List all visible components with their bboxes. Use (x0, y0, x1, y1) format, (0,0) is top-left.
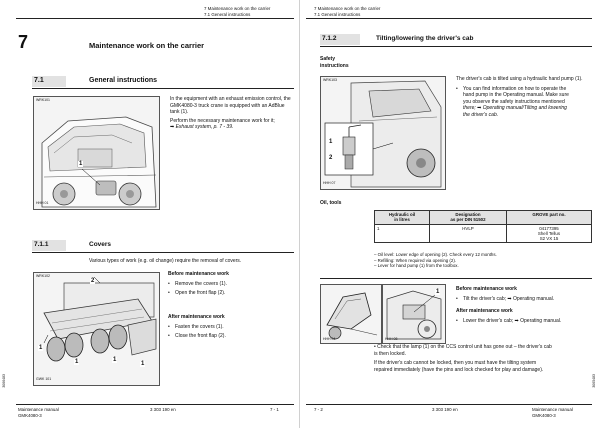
figure-code: HHH 08 (385, 337, 398, 341)
oil-note: – Oil level: Lower edge of opening (2). Check every 12 months. (374, 252, 497, 257)
figure-code: WRK102 (36, 274, 51, 278)
footer-model: GMK4080-3 (18, 412, 42, 418)
cab-tilted-illustration (321, 285, 381, 343)
intro-paragraph: In the equipment with an exhaust emission control, the GMK4080-3 truck crane is equipped with an AdBlue tank (1). (170, 96, 291, 116)
column-header: GROVE part no. (507, 211, 592, 225)
footer-manual-title: Maintenance manual (532, 407, 573, 412)
figure-code: GWK 101 (36, 377, 52, 381)
running-header (204, 6, 270, 17)
lamp-check (374, 344, 594, 357)
after-heading: After maintenance work (168, 314, 225, 320)
after-maintenance (168, 314, 292, 343)
chapter-number: 7 (18, 32, 29, 52)
oil-note: – Refilling: When required via opening (2). (374, 257, 457, 263)
cab-line: You can find information on how to operate the (463, 85, 567, 92)
intro-text (170, 96, 292, 131)
cab-paragraph-1: The driver's cab is tilted using a hydraulic hand pump (1). (456, 76, 583, 82)
header-line-1: 7 Maintenance work on the carrier (314, 6, 381, 11)
before-heading: Before maintenance work (168, 271, 229, 277)
cab-line: hand pump in the Operating manual. Make sure (463, 92, 569, 99)
check-line: is then locked. (374, 350, 406, 357)
figure-code: HHH 07 (323, 181, 336, 185)
final-line: If the driver's cab cannot be locked, then you must have the tilting system (374, 360, 537, 366)
figure-ccs-lamp (382, 284, 446, 344)
cab-line: the driver's cab. (463, 111, 499, 118)
after-heading: After maintenance work (456, 308, 513, 314)
header-line-2: 7.1 General instructions (314, 11, 361, 17)
footer-manual (18, 407, 59, 418)
section-number: 7.1 (34, 77, 44, 84)
figure-code: HHH 04 (323, 337, 336, 341)
exhaust-system-reference[interactable]: ➡ Exhaust system, p. 7 - 39. (170, 124, 234, 131)
callout-2: 2 (91, 278, 95, 284)
figure-code: HHH 01 (36, 201, 49, 205)
before-step: • Open the front flap (2). (168, 290, 292, 297)
footer-manual (532, 407, 573, 418)
operating-manual-reference[interactable]: there; ➡ Operating manual/Tilting and lowering (463, 105, 567, 112)
figure-code: WRK103 (323, 78, 338, 82)
subsection-number: 7.1.2 (322, 35, 337, 42)
oil-quantity-cell: 1 (375, 224, 430, 243)
section-title: General instructions (89, 77, 158, 84)
after-step: • Fasten the covers (1). (168, 324, 292, 331)
figure-hand-pump (320, 76, 446, 190)
safety-instructions-label (320, 56, 349, 69)
left-page (2, 4, 294, 424)
oil-tools-label: Oil, tools (320, 200, 342, 206)
margin-code: 3066483 (2, 374, 6, 388)
callout-1: 1 (79, 161, 83, 167)
footer-doc-number: 3 303 190 en (150, 407, 176, 412)
subsection-title: Covers (89, 241, 112, 248)
oil-note: – Lever for hand pump (1) from the toolbox. (374, 263, 459, 268)
running-header (314, 6, 380, 17)
figure-cab-tilted (320, 284, 382, 344)
subsection-number: 7.1.1 (34, 241, 49, 248)
footer-page-number: 7 - 2 (314, 407, 323, 412)
cab-paragraph-2: • You can find information on how to operate the hand pump in the Operating manual. Make sure you observe the safety instructions mentioned there; ➡ Operating manual/Tilting and lowering the driver's cab. (456, 86, 592, 119)
footer-manual-title: Maintenance manual (18, 407, 59, 412)
before-heading: Before maintenance work (456, 286, 517, 292)
oil-notes (374, 252, 592, 269)
callout-1: 1 (75, 359, 79, 365)
callout-2: 2 (329, 155, 333, 161)
table-row (375, 224, 592, 243)
callout-1: 1 (141, 361, 145, 367)
callout-1: 1 (39, 345, 43, 351)
designation-cell: HVLP (430, 224, 507, 243)
after-step: • Close the front flap (2). (168, 333, 292, 340)
final-paragraph (374, 360, 594, 373)
before-maintenance (168, 271, 292, 300)
check-line: • Check that the lamp (1) on the CCS control unit has gone out – the driver's cab (374, 344, 552, 350)
oil-table-container (374, 210, 592, 243)
cab-line: you observe the safety instructions mentioned (463, 98, 565, 105)
adblue-tank-illustration (34, 97, 159, 209)
callout-1: 1 (113, 357, 117, 363)
safety-label-line: Safety (320, 56, 336, 62)
page-divider (299, 0, 300, 428)
header-line-1: 7 Maintenance work on the carrier (204, 6, 271, 11)
chapter-title: Maintenance work on the carrier (89, 41, 205, 50)
hydraulic-oil-table (374, 210, 592, 243)
footer-model: GMK4080-3 (532, 412, 556, 418)
after-maintenance (456, 308, 592, 327)
figure-adblue-tank (33, 96, 160, 210)
table-header-row (375, 211, 592, 225)
figure-covers (33, 272, 160, 386)
footer-page-number: 7 - 1 (270, 407, 279, 412)
column-header: Designation as per DIN 51502 (430, 211, 507, 225)
covers-illustration (34, 273, 159, 385)
callout-1: 1 (436, 289, 440, 295)
after-step: • Lower the driver's cab; ➡ Operating manual. (456, 318, 592, 325)
figure-code: WRK101 (36, 98, 51, 102)
margin-code: 3065483 (592, 374, 596, 388)
column-header: Hydraulic oil in litres (375, 211, 430, 225)
cab-text (456, 76, 592, 119)
header-line-2: 7.1 General instructions (204, 11, 251, 17)
before-step: • Tilt the driver's cab; ➡ Operating manual. (456, 296, 592, 303)
before-step: • Remove the covers (1). (168, 281, 292, 288)
covers-paragraph: Various types of work (e.g. oil change) require the removal of covers. (89, 258, 242, 264)
right-page (306, 4, 598, 424)
perform-line: Perform the necessary maintenance work for it; (170, 117, 275, 124)
part-number-cell: 04177395 Shell Tellus S2 VX 15 (507, 224, 592, 243)
final-line: repaired immediately (have the pins and lock checked for play and damage). (374, 366, 544, 373)
subsection-title: Tilting/lowering the driver's cab (376, 35, 474, 42)
safety-label-line: instructions (320, 62, 349, 69)
footer-doc-number: 3 303 190 en (432, 407, 458, 412)
callout-1: 1 (329, 139, 333, 145)
hand-pump-illustration (321, 77, 445, 189)
before-maintenance (456, 286, 592, 305)
